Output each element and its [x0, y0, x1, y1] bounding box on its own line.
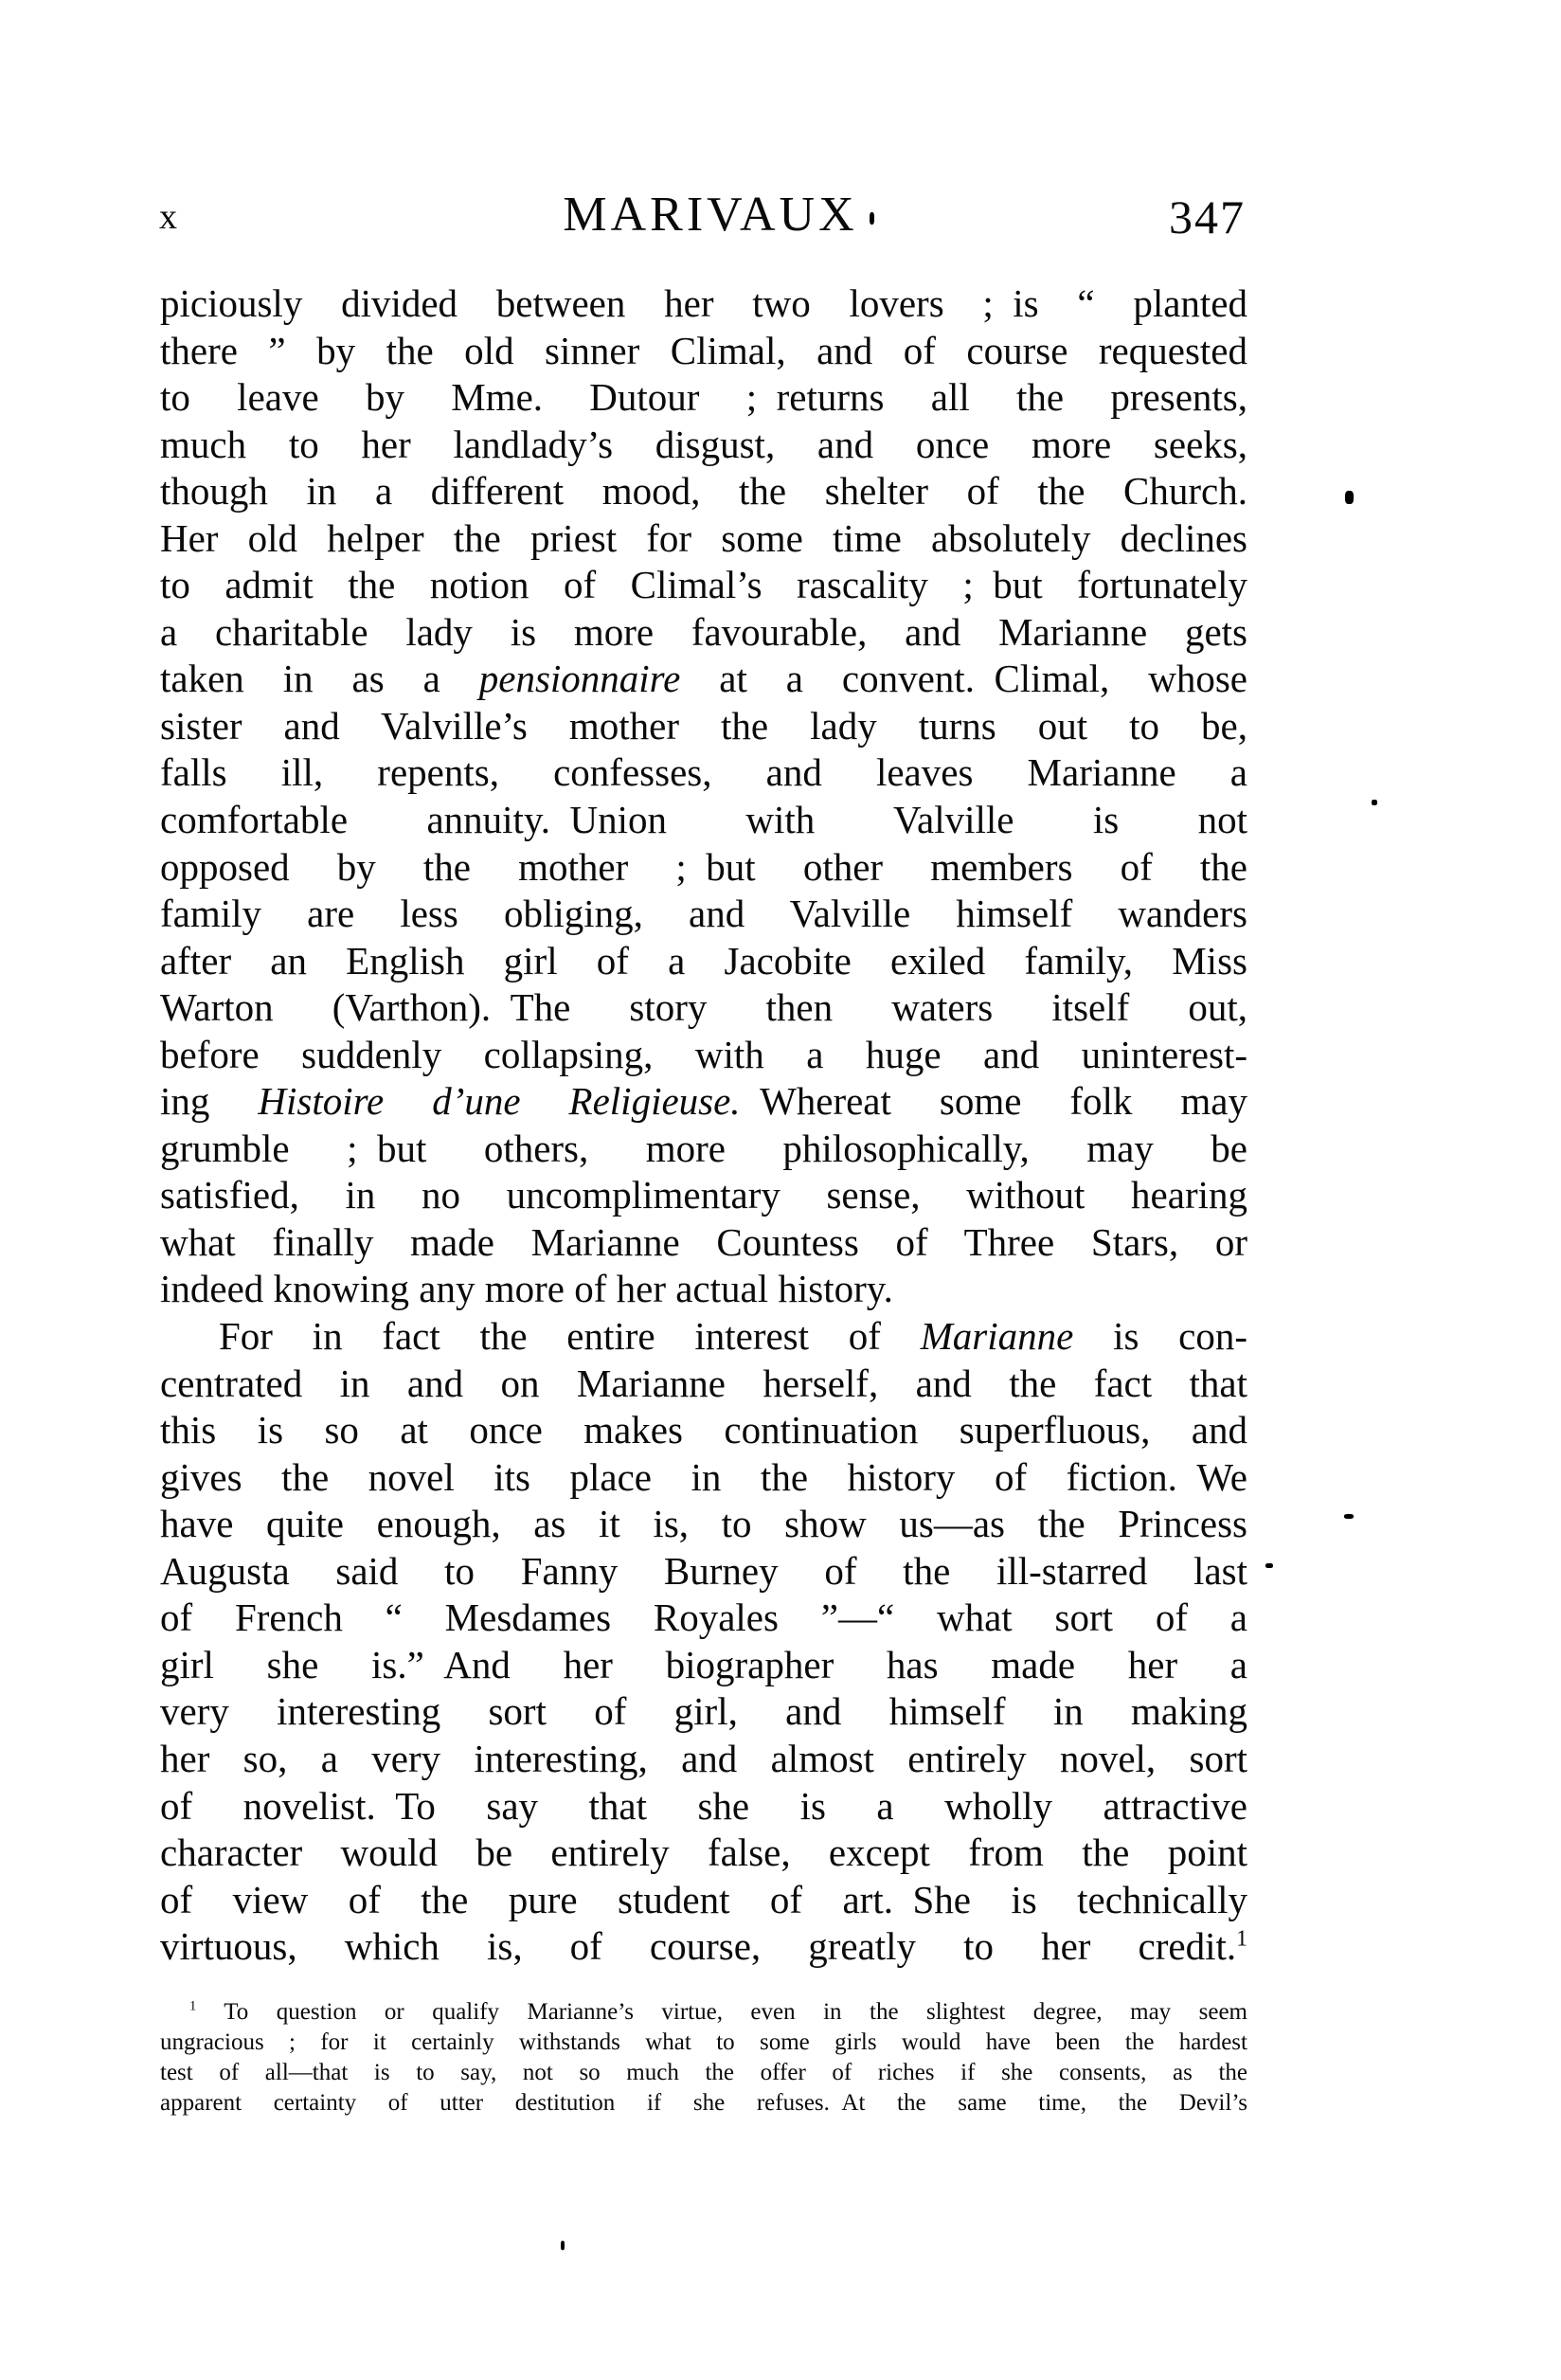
- text-segment: much to her landlady’s disgust, and once more seeks,: [160, 422, 1247, 466]
- text-segment: Histoire d’une Religieuse.: [258, 1079, 741, 1124]
- text-segment: very interesting sort of girl, and himself in making: [160, 1689, 1247, 1734]
- text-segment: is con-: [1073, 1314, 1247, 1359]
- ink-speck-3: [1372, 800, 1377, 805]
- body-line-8: [160, 609, 1247, 657]
- body-line-35: [160, 1877, 1247, 1924]
- footnote-line-4: [160, 2088, 1247, 2119]
- folio-number: x: [159, 197, 177, 237]
- text-segment: grumble ; but others, more philosophically, may be: [160, 1126, 1247, 1170]
- body-line-14: [160, 891, 1247, 938]
- footnote-line-3: [160, 2058, 1247, 2088]
- body-line-29: [160, 1595, 1247, 1642]
- body-line-20: [160, 1172, 1247, 1219]
- body-line-26: [160, 1454, 1247, 1502]
- text-segment: at a convent. Climal, whose: [680, 657, 1247, 701]
- text-segment: Marianne: [920, 1314, 1074, 1359]
- text-segment: ing: [160, 1079, 259, 1124]
- text-segment: to leave by Mme. Dutour ; returns all the presents,: [160, 375, 1247, 420]
- ink-speck-6: [561, 2241, 565, 2250]
- body-line-2: [160, 328, 1247, 375]
- body-line-1: [160, 280, 1247, 328]
- body-line-34: [160, 1830, 1247, 1877]
- ink-speck-1: [870, 212, 874, 225]
- footnote-reference: 1: [189, 1998, 197, 2014]
- text-segment: Augusta said to Fanny Burney of the ill-starred last: [160, 1548, 1247, 1593]
- text-segment: before suddenly collapsing, with a huge and uninterest-: [160, 1032, 1247, 1076]
- text-segment: have quite enough, as it is, to show us—as the Princess: [160, 1502, 1247, 1546]
- body-line-16: [160, 984, 1247, 1032]
- body-line-11: [160, 749, 1247, 797]
- text-segment: falls ill, repents, confesses, and leaves Marianne a: [160, 750, 1247, 795]
- body-line-30: [160, 1642, 1247, 1689]
- body-line-10: [160, 703, 1247, 750]
- text-segment: girl she is.” And her biographer has made her a: [160, 1642, 1247, 1686]
- text-segment: gives the novel its place in the history of fiction. We: [160, 1454, 1247, 1499]
- footnote-reference: 1: [1236, 1926, 1247, 1952]
- body-line-13: [160, 844, 1247, 892]
- footnote-line-1: [160, 1997, 1247, 2028]
- text-segment: though in a different mood, the shelter of the Church.: [160, 469, 1247, 514]
- body-line-18: [160, 1078, 1247, 1126]
- body-line-31: [160, 1688, 1247, 1736]
- text-segment: satisfied, in no uncomplimentary sense, without hearing: [160, 1173, 1247, 1217]
- body-line-4: [160, 422, 1247, 469]
- text-segment: of French “ Mesdames Royales ”—“ what sort of a: [160, 1596, 1247, 1640]
- text-segment: opposed by the mother ; but other members of the: [160, 844, 1247, 889]
- text-segment: a charitable lady is more favourable, and Marianne gets: [160, 609, 1247, 654]
- body-line-27: [160, 1501, 1247, 1548]
- text-segment: indeed knowing any more of her actual history.: [160, 1267, 893, 1311]
- body-line-7: [160, 562, 1247, 609]
- text-segment: For in fact the entire interest of: [219, 1314, 921, 1359]
- running-title: MARIVAUX: [563, 188, 858, 242]
- text-segment: there ” by the old sinner Climal, and of course requested: [160, 328, 1247, 372]
- ink-speck-2: [1345, 491, 1354, 504]
- text-segment: of view of the pure student of art. She is technically: [160, 1877, 1247, 1921]
- text-segment: what finally made Marianne Countess of Three Stars, or: [160, 1219, 1247, 1264]
- text-segment: after an English girl of a Jacobite exiled family, Miss: [160, 938, 1247, 983]
- text-segment: virtuous, which is, of course, greatly to her credit.: [160, 1924, 1237, 1969]
- footnote-text: [160, 1997, 1247, 2119]
- page-number: 347: [1169, 190, 1246, 243]
- text-segment: Whereat some folk may: [740, 1079, 1247, 1124]
- text-segment: family are less obliging, and Valville himself wanders: [160, 892, 1247, 936]
- body-line-23: [160, 1313, 1247, 1361]
- text-segment: her so, a very interesting, and almost entirely novel, sort: [160, 1736, 1247, 1780]
- ink-speck-4: [1344, 1514, 1354, 1519]
- body-line-17: [160, 1032, 1247, 1079]
- body-line-15: [160, 938, 1247, 985]
- text-segment: taken in as a: [160, 657, 479, 701]
- text-segment: test of all—that is to say, not so much the offer of riches if she consents, as the: [160, 2060, 1247, 2085]
- body-line-28: [160, 1548, 1247, 1596]
- body-line-24: [160, 1361, 1247, 1408]
- text-segment: To question or qualify Marianne’s virtue, even in the slightest degree, may seem: [196, 1999, 1247, 2025]
- body-line-25: [160, 1407, 1247, 1454]
- text-segment: ungracious ; for it certainly withstands what to some girls would have been the hardest: [160, 2029, 1247, 2055]
- text-segment: Her old helper the priest for some time absolutely declines: [160, 515, 1247, 560]
- text-segment: Warton (Varthon). The story then waters itself out,: [160, 985, 1247, 1030]
- text-segment: piciously divided between her two lovers ; is “ planted: [160, 281, 1247, 325]
- footnote-line-2: [160, 2028, 1247, 2058]
- text-segment: sister and Valville’s mother the lady turns out to be,: [160, 703, 1247, 748]
- text-segment: pensionnaire: [478, 657, 681, 701]
- text-segment: apparent certainty of utter destitution if she refuses. At the same time, the Devil’s: [160, 2090, 1247, 2116]
- text-segment: of novelist. To say that she is a wholly attractive: [160, 1783, 1247, 1828]
- body-line-32: [160, 1736, 1247, 1783]
- text-segment: this is so at once makes continuation superfluous, and: [160, 1408, 1247, 1452]
- body-line-5: [160, 468, 1247, 515]
- body-line-33: [160, 1783, 1247, 1830]
- body-line-12: [160, 797, 1247, 844]
- body-line-22: [160, 1266, 1247, 1313]
- text-segment: comfortable annuity. Union with Valville is not: [160, 798, 1247, 842]
- text-segment: to admit the notion of Climal’s rascality ; but fortunately: [160, 563, 1247, 607]
- body-line-19: [160, 1126, 1247, 1173]
- ink-speck-5: [1265, 1563, 1273, 1568]
- body-line-21: [160, 1219, 1247, 1267]
- body-line-9: [160, 656, 1247, 703]
- text-segment: centrated in and on Marianne herself, and the fact that: [160, 1361, 1247, 1405]
- body-line-6: [160, 515, 1247, 563]
- text-segment: character would be entirely false, except from the point: [160, 1830, 1247, 1875]
- body-text: [160, 280, 1247, 1971]
- body-line-36: [160, 1923, 1247, 1971]
- body-line-3: [160, 374, 1247, 422]
